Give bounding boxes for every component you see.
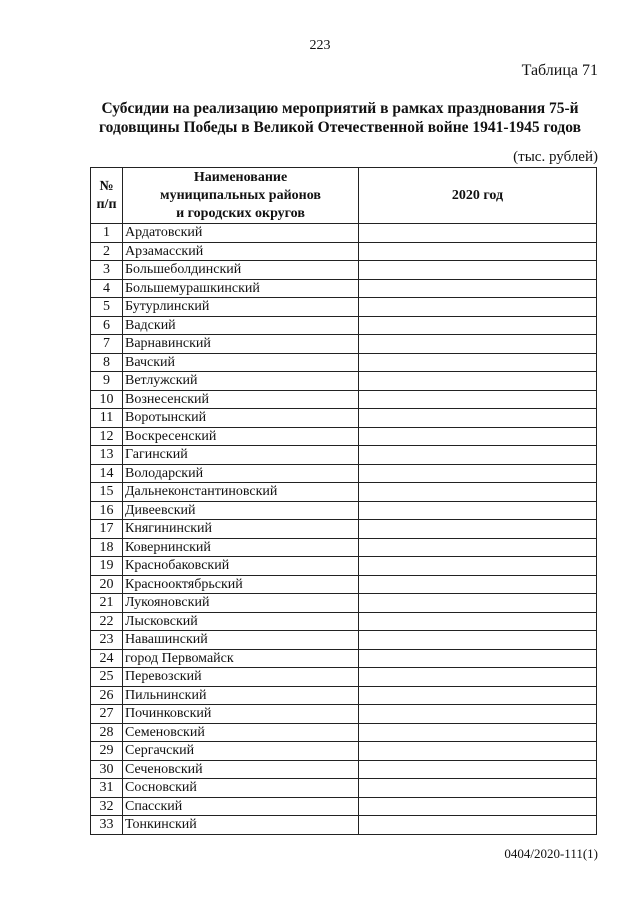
header-number-line-1: № bbox=[99, 178, 114, 194]
value-2020-cell bbox=[359, 279, 597, 298]
value-2020-cell bbox=[359, 760, 597, 779]
table-row bbox=[91, 427, 597, 446]
district-name: Тонкинский bbox=[123, 816, 359, 835]
title-line-2: годовщины Победы в Великой Отечественной войне 1941-1945 годов bbox=[98, 119, 581, 136]
page-number: 223 bbox=[309, 38, 331, 53]
table-row bbox=[91, 575, 597, 594]
value-2020-cell bbox=[359, 575, 597, 594]
row-number: 31 bbox=[91, 779, 123, 798]
district-name: Большеболдинский bbox=[123, 261, 359, 280]
district-name: Пильнинский bbox=[123, 686, 359, 705]
table-row bbox=[91, 335, 597, 354]
district-name: Бутурлинский bbox=[123, 298, 359, 317]
value-2020-cell bbox=[359, 686, 597, 705]
value-2020-cell bbox=[359, 612, 597, 631]
district-name: Навашинский bbox=[123, 631, 359, 650]
table-row bbox=[91, 705, 597, 724]
value-2020-cell bbox=[359, 742, 597, 761]
row-number: 17 bbox=[91, 520, 123, 539]
row-number: 27 bbox=[91, 705, 123, 724]
value-2020-cell bbox=[359, 390, 597, 409]
table-row bbox=[91, 723, 597, 742]
header-name bbox=[123, 168, 359, 224]
district-name: Лысковский bbox=[123, 612, 359, 631]
district-name: Семеновский bbox=[123, 723, 359, 742]
value-2020-cell bbox=[359, 501, 597, 520]
row-number: 22 bbox=[91, 612, 123, 631]
table-row bbox=[91, 316, 597, 335]
table-row bbox=[91, 483, 597, 502]
table-row bbox=[91, 520, 597, 539]
district-name: Дивеевский bbox=[123, 501, 359, 520]
district-name: Арзамасский bbox=[123, 242, 359, 261]
value-2020-cell bbox=[359, 668, 597, 687]
district-name: Вознесенский bbox=[123, 390, 359, 409]
table-row bbox=[91, 668, 597, 687]
district-name: Гагинский bbox=[123, 446, 359, 465]
value-2020-cell bbox=[359, 649, 597, 668]
footer-code: 0404/2020-111(1) bbox=[504, 846, 598, 861]
value-2020-cell bbox=[359, 335, 597, 354]
table-row bbox=[91, 390, 597, 409]
table-row bbox=[91, 594, 597, 613]
table-row bbox=[91, 298, 597, 317]
value-2020-cell bbox=[359, 723, 597, 742]
row-number: 11 bbox=[91, 409, 123, 428]
value-2020-cell bbox=[359, 224, 597, 243]
header-name-line-3: и городских округов bbox=[176, 205, 305, 221]
table-row bbox=[91, 631, 597, 650]
row-number: 24 bbox=[91, 649, 123, 668]
district-name: Варнавинский bbox=[123, 335, 359, 354]
row-number: 3 bbox=[91, 261, 123, 280]
district-name: Сеченовский bbox=[123, 760, 359, 779]
document-title bbox=[80, 99, 600, 137]
value-2020-cell bbox=[359, 446, 597, 465]
table-row bbox=[91, 816, 597, 835]
table-row bbox=[91, 538, 597, 557]
district-name: Володарский bbox=[123, 464, 359, 483]
table-row bbox=[91, 279, 597, 298]
district-name: Краснооктябрьский bbox=[123, 575, 359, 594]
district-name: Вачский bbox=[123, 353, 359, 372]
header-number-line-2: п/п bbox=[96, 196, 117, 212]
row-number: 1 bbox=[91, 224, 123, 243]
row-number: 25 bbox=[91, 668, 123, 687]
district-name: Дальнеконстантиновский bbox=[123, 483, 359, 502]
row-number: 33 bbox=[91, 816, 123, 835]
row-number: 15 bbox=[91, 483, 123, 502]
row-number: 13 bbox=[91, 446, 123, 465]
title-line-1: Субсидии на реализацию мероприятий в рамках празднования 75-й bbox=[101, 100, 579, 117]
district-name: Сергачский bbox=[123, 742, 359, 761]
units-label: (тыс. рублей) bbox=[513, 149, 598, 165]
district-name: Сосновский bbox=[123, 779, 359, 798]
table-row bbox=[91, 742, 597, 761]
value-2020-cell bbox=[359, 557, 597, 576]
row-number: 30 bbox=[91, 760, 123, 779]
row-number: 10 bbox=[91, 390, 123, 409]
table-row bbox=[91, 612, 597, 631]
district-name: Лукояновский bbox=[123, 594, 359, 613]
value-2020-cell bbox=[359, 538, 597, 557]
district-name: Княгининский bbox=[123, 520, 359, 539]
district-name: Починковский bbox=[123, 705, 359, 724]
district-name: Ардатовский bbox=[123, 224, 359, 243]
value-2020-cell bbox=[359, 483, 597, 502]
district-name: Воскресенский bbox=[123, 427, 359, 446]
table-row bbox=[91, 409, 597, 428]
row-number: 14 bbox=[91, 464, 123, 483]
row-number: 16 bbox=[91, 501, 123, 520]
value-2020-cell bbox=[359, 372, 597, 391]
row-number: 4 bbox=[91, 279, 123, 298]
value-2020-cell bbox=[359, 705, 597, 724]
table-row bbox=[91, 649, 597, 668]
value-2020-cell bbox=[359, 816, 597, 835]
district-name: Воротынский bbox=[123, 409, 359, 428]
district-name: Ветлужский bbox=[123, 372, 359, 391]
value-2020-cell bbox=[359, 631, 597, 650]
row-number: 6 bbox=[91, 316, 123, 335]
value-2020-cell bbox=[359, 409, 597, 428]
header-name-line-1: Наименование bbox=[193, 169, 288, 185]
table-row bbox=[91, 760, 597, 779]
value-2020-cell bbox=[359, 464, 597, 483]
value-2020-cell bbox=[359, 594, 597, 613]
row-number: 12 bbox=[91, 427, 123, 446]
table-row bbox=[91, 353, 597, 372]
table-row bbox=[91, 261, 597, 280]
value-2020-cell bbox=[359, 242, 597, 261]
row-number: 19 bbox=[91, 557, 123, 576]
row-number: 32 bbox=[91, 797, 123, 816]
value-2020-cell bbox=[359, 797, 597, 816]
subsidy-table bbox=[90, 167, 597, 835]
row-number: 9 bbox=[91, 372, 123, 391]
table-row bbox=[91, 557, 597, 576]
row-number: 2 bbox=[91, 242, 123, 261]
row-number: 26 bbox=[91, 686, 123, 705]
row-number: 23 bbox=[91, 631, 123, 650]
district-name: Ковернинский bbox=[123, 538, 359, 557]
value-2020-cell bbox=[359, 261, 597, 280]
row-number: 21 bbox=[91, 594, 123, 613]
district-name: Перевозский bbox=[123, 668, 359, 687]
header-name-line-2: муниципальных районов bbox=[160, 187, 321, 203]
table-row bbox=[91, 224, 597, 243]
row-number: 7 bbox=[91, 335, 123, 354]
table-row bbox=[91, 446, 597, 465]
row-number: 5 bbox=[91, 298, 123, 317]
value-2020-cell bbox=[359, 427, 597, 446]
value-2020-cell bbox=[359, 316, 597, 335]
table-row bbox=[91, 779, 597, 798]
table-row bbox=[91, 464, 597, 483]
table-row bbox=[91, 686, 597, 705]
table-row bbox=[91, 372, 597, 391]
row-number: 20 bbox=[91, 575, 123, 594]
table-row bbox=[91, 501, 597, 520]
district-name: Краснобаковский bbox=[123, 557, 359, 576]
row-number: 8 bbox=[91, 353, 123, 372]
district-name: город Первомайск bbox=[123, 649, 359, 668]
table-header-row bbox=[91, 168, 597, 224]
row-number: 29 bbox=[91, 742, 123, 761]
district-name: Большемурашкинский bbox=[123, 279, 359, 298]
district-name: Спасский bbox=[123, 797, 359, 816]
table-row bbox=[91, 797, 597, 816]
row-number: 28 bbox=[91, 723, 123, 742]
header-number bbox=[91, 168, 123, 224]
row-number: 18 bbox=[91, 538, 123, 557]
header-year: 2020 год bbox=[359, 168, 597, 224]
value-2020-cell bbox=[359, 779, 597, 798]
value-2020-cell bbox=[359, 520, 597, 539]
table-row bbox=[91, 242, 597, 261]
value-2020-cell bbox=[359, 353, 597, 372]
table-label: Таблица 71 bbox=[521, 62, 598, 79]
value-2020-cell bbox=[359, 298, 597, 317]
district-name: Вадский bbox=[123, 316, 359, 335]
